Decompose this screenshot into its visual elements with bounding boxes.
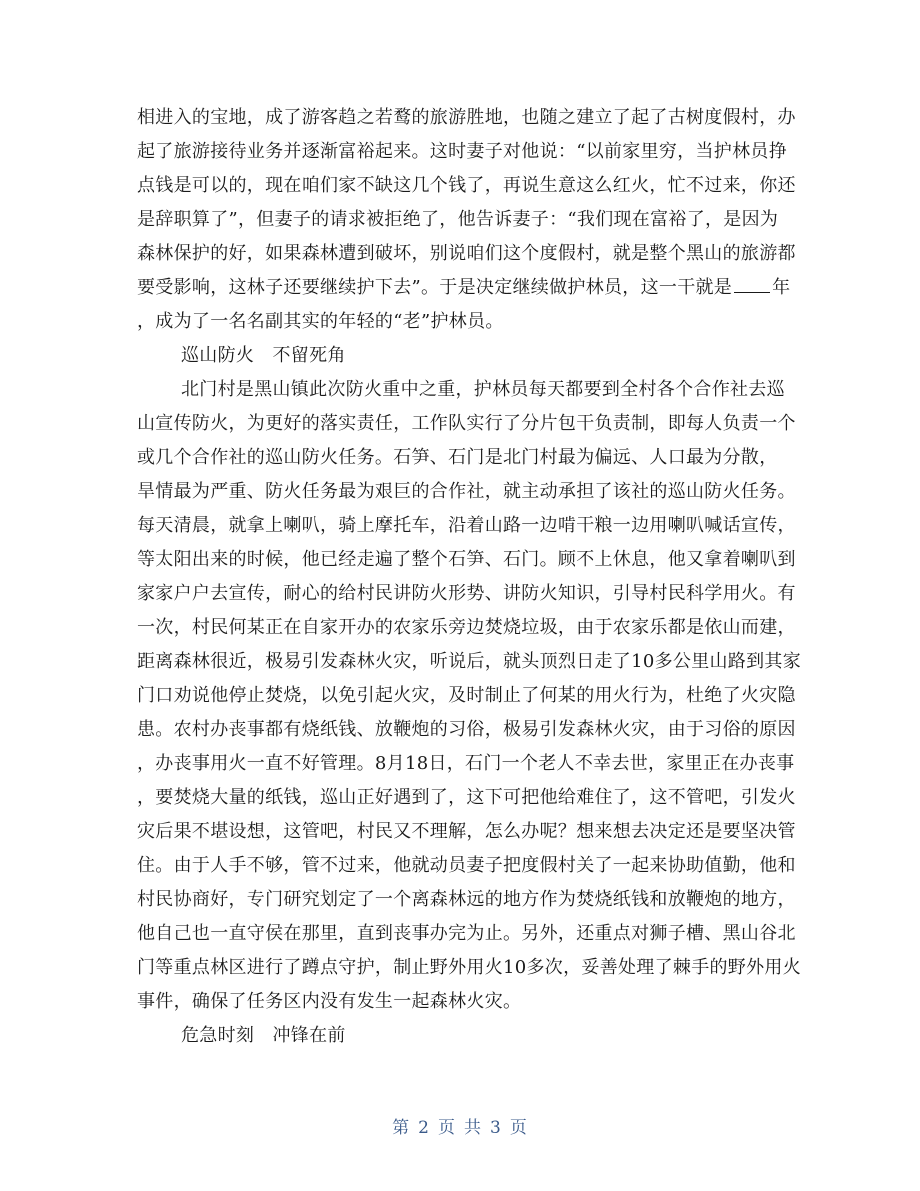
- text-line: 北门村是黑山镇此次防火重中之重，护林员每天都要到全村各个合作社去巡: [181, 379, 785, 400]
- text-fragment: 年: [772, 277, 791, 298]
- text-line-with-blank: [137, 271, 791, 305]
- text-line: ，办丧事用火一直不好管理。8月18日，石门一个老人不幸去世，家里正在办丧事: [137, 753, 795, 774]
- text-line: 森林保护的好，如果森林遭到破坏，别说咱们这个度假村，就是整个黑山的旅游都: [137, 243, 796, 264]
- text-line: 村民协商好，专门研究划定了一个离森林远的地方作为焚烧纸钱和放鞭炮的地方，: [137, 889, 796, 910]
- text-line: 患。农村办丧事都有烧纸钱、放鞭炮的习俗，极易引发森林火灾，由于习俗的原因: [137, 719, 796, 740]
- text-line: 他自己也一直守侯在那里，直到丧事办完为止。另外，还重点对狮子槽、黑山谷北: [137, 923, 796, 944]
- text-line: 是辞职算了”，但妻子的请求被拒绝了，他告诉妻子：“我们现在富裕了，是因为: [137, 209, 779, 230]
- text-line: ，要焚烧大量的纸钱，巡山正好遇到了，这下可把他给难住了，这不管吧，引发火: [137, 787, 796, 808]
- text-line: 等太阳出来的时候，他已经走遍了整个石笋、石门。顾不上休息，他又拿着喇叭到: [137, 549, 796, 570]
- text-line: 灾后果不堪设想，这管吧，村民又不理解，怎么办呢？想来想去决定还是要坚决管: [137, 821, 796, 842]
- text-fragment: 要受影响，这林子还要继续护下去”。于是决定继续做护林员，这一干就是: [137, 277, 733, 298]
- text-line: 相进入的宝地，成了游客趋之若鹜的旅游胜地，也随之建立了起了古树度假村，办: [137, 107, 796, 128]
- text-line: 起了旅游接待业务并逐渐富裕起来。这时妻子对他说：“以前家里穷，当护林员挣: [137, 141, 787, 162]
- text-line: 山宣传防火，为更好的落实责任，工作队实行了分片包干负责制，即每人负责一个: [137, 413, 796, 434]
- text-line: 门口劝说他停止焚烧，以免引起火灾，及时制止了何某的用火行为，杜绝了火灾隐: [137, 685, 796, 706]
- text-line: ，成为了一名名副其实的年轻的“老”护林员。: [137, 311, 504, 332]
- footer-total-word: 页: [509, 1118, 528, 1138]
- fill-in-blank: [734, 274, 770, 293]
- page-footer: [0, 1113, 920, 1138]
- text-line: 旱情最为严重、防火任务最为艰巨的合作社，就主动承担了该社的巡山防火任务。: [137, 481, 796, 502]
- text-line: 或几个合作社的巡山防火任务。石笋、石门是北门村最为偏远、人口最为分散，: [137, 447, 778, 468]
- text-line: 距离森林很近，极易引发森林火灾，听说后，就头顶烈日走了10多公里山路到其家: [137, 651, 802, 672]
- text-line: 每天清晨，就拿上喇叭，骑上摩托车，沿着山路一边啃干粮一边用喇叭喊话宣传，: [137, 515, 796, 536]
- section-intro-text: [137, 101, 802, 1053]
- text-line: 点钱是可以的，现在咱们家不缺这几个钱了，再说生意这么红火，忙不过来，你还: [137, 175, 796, 196]
- footer-total-label: 共: [464, 1118, 482, 1138]
- text-line: 家家户户去宣传，耐心的给村民讲防火形势、讲防火知识，引导村民科学用火。有: [137, 583, 796, 604]
- section-heading-emergency: 危急时刻 冲锋在前: [181, 1025, 346, 1046]
- footer-page-word: 页: [438, 1118, 456, 1138]
- footer-page-number: 2: [418, 1118, 430, 1138]
- text-line: 住。由于人手不够，管不过来，他就动员妻子把度假村关了一起来协助值勤，他和: [137, 855, 796, 876]
- footer-page-label: 第: [392, 1118, 411, 1138]
- footer-total-number: 3: [490, 1118, 502, 1138]
- section-heading-patrol: 巡山防火 不留死角: [181, 345, 346, 366]
- text-line: 门等重点林区进行了蹲点守护，制止野外用火10多次，妥善处理了棘手的野外用火: [137, 957, 802, 978]
- text-line: 一次，村民何某正在自家开办的农家乐旁边焚烧垃圾，由于农家乐都是依山而建，: [137, 617, 796, 638]
- text-line: 事件，确保了任务区内没有发生一起森林火灾。: [137, 991, 522, 1012]
